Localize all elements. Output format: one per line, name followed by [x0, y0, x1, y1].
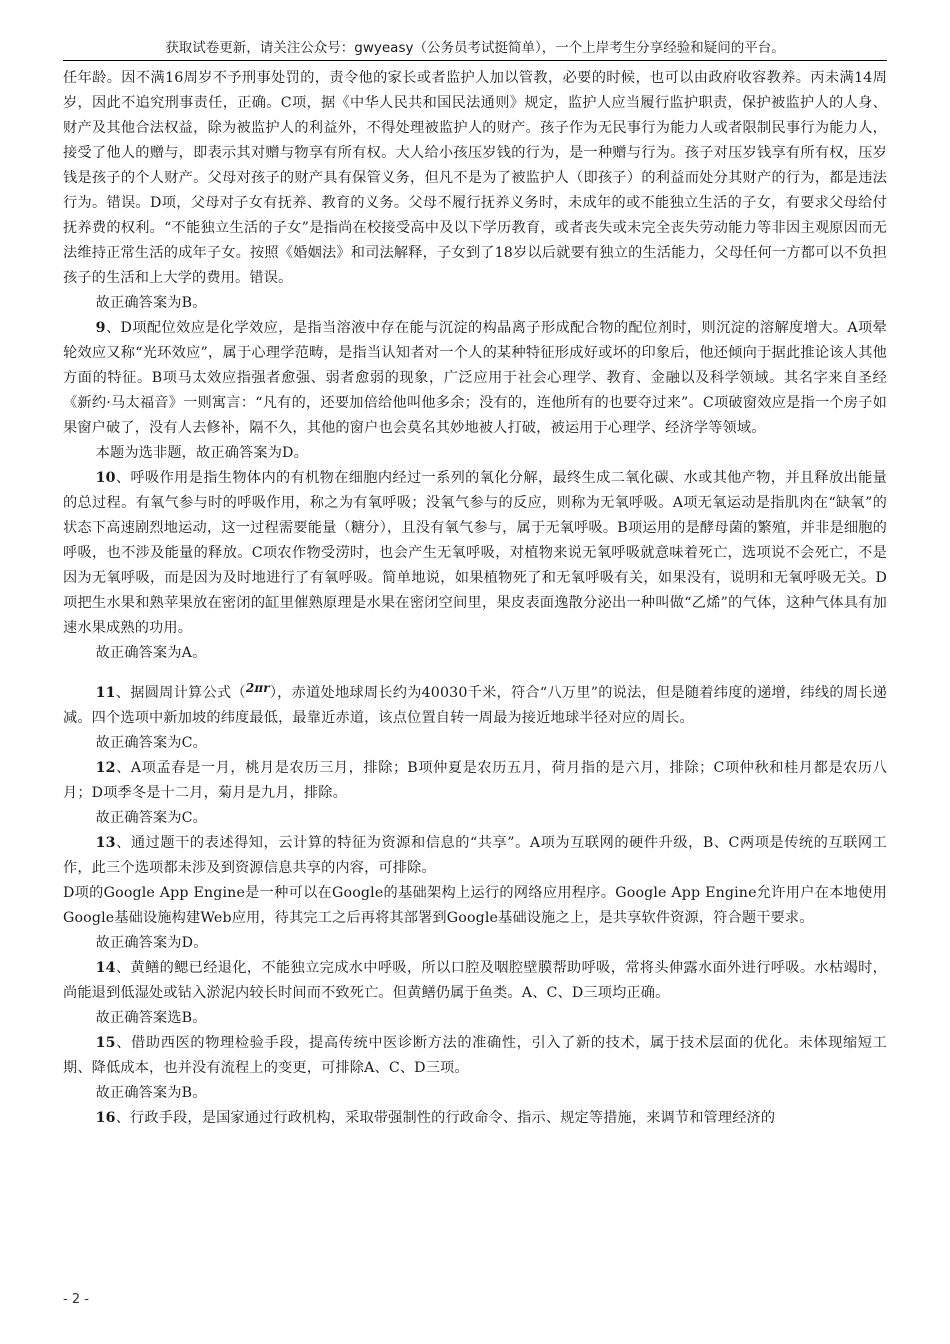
explanation-text: 、呼吸作用是指生物体内的有机物在细胞内经过一系列的氧化分解，最终生成二氧化碳、水或其他产物，并且释放出能量的总过程。有氧气参与时的呼吸作用，称之为有氧呼吸；没氧气参与的反应，则称为无氧呼吸。A项无氧运动是指肌肉在“缺氧”的状态下高速剧烈地运动，这一过程需要能量（糖分），且没有氧气参与，属于无氧呼吸。B项运用的是酵母菌的繁殖，并非是细胞的呼吸，也不涉及能量的释放。C项农作物受涝时，也会产生无氧呼吸，对植物来说无氧呼吸就意味着死亡，选项说不会死亡，不是因为无氧呼吸，而是因为及时地进行了有氧呼吸。简单地说，如果植物死了和无氧呼吸有关，如果没有，说明和无氧呼吸无关。D项把生水果和熟苹果放在密闭的缸里催熟原理是水果在密闭空间里，果皮表面逸散分泌出一种叫做“乙烯”的气体，这种气体具有加速水果成熟的功用。 [63, 470, 887, 636]
paragraph-q8-continued: 任年龄。因不满16周岁不予刑事处罚的，责令他的家长或者监护人加以管教，必要的时候，也可以由政府收容教养。丙未满14周岁，因此不追究刑事责任，正确。C项，据《中华人民共和国民法通则》规定，监护人应当履行监护职责，保护被监护人的人身、财产及其他合法权益，除为被监护人的利益外，不得处理被监护人的财产。孩子作为无民事行为能力人或者限制民事行为能力人，接受了他人的赠与，即表示其对赠与物享有所有权。大人给小孩压岁钱的行为，是一种赠与行为。孩子对压岁钱享有所有权，压岁钱是孩子的个人财产。父母对孩子的财产具有保管义务，但凡不是为了被监护人（即孩子）的利益而处分其财产的行为，都是违法行为。错误。D项，父母对子女有抚养、教育的义务。父母不履行抚养义务时，未成年的或不能独立生活的子女，有要求父母给付抚养费的权利。“不能独立生活的子女”是指尚在校接受高中及以下学历教育，或者丧失或未完全丧失劳动能力等非因主观原因而无法维持正常生活的成年子女。按照《婚姻法》和司法解释，子女到了18岁以后就要有独立的生活能力，父母任何一方都可以不负担孩子的生活和上大学的费用。错误。 [63, 70, 887, 286]
explanation-text: 、A项孟春是一月，桃月是农历三月，排除；B项仲夏是农历五月，荷月指的是六月，排除；C项仲秋和桂月都是农历八月；D项季冬是十二月，菊月是九月，排除。 [63, 760, 887, 801]
answer-q12: 故正确答案为C。 [95, 810, 208, 826]
explanation-text: 、通过题干的表述得知，云计算的特征为资源和信息的“共享”。A项为互联网的硬件升级，B、C两项是传统的互联网工作，此三个选项都未涉及到资源信息共享的内容，可排除。 [63, 835, 887, 876]
answer-q8: 故正确答案为B。 [95, 295, 207, 311]
answer-q9: 本题为选非题，故正确答案为D。 [95, 445, 308, 461]
page-header: 获取试卷更新，请关注公众号：gwyeasy（公务员考试挺简单），一个上岸考生分享经验和疑问的平台。 [165, 40, 785, 56]
page-number: - 2 - [63, 1292, 89, 1307]
explanation-text: 、D项配位效应是化学效应，是指当溶液中存在能与沉淀的构晶离子形成配合物的配位剂时，则沉淀的溶解度增大。A项晕轮效应又称“光环效应”，属于心理学范畴，是指当认知者对一个人的某种特征形成好或坏的印象后，他还倾向于据此推论该人其他方面的特征。B项马太效应指强者愈强、弱者愈弱的现象，广泛应用于社会心理学、教育、金融以及科学领域。其名字来自圣经《新约·马太福音》一则寓言：“凡有的，还要加倍给他叫他多余；没有的，连他所有的也要夺过来”。C项破窗效应是指一个房子如果窗户破了，没有人去修补，隔不久，其他的窗户也会莫名其妙地被人打破，被运用于心理学、经济学等领域。 [63, 320, 887, 436]
explanation-text: 、行政手段，是国家通过行政机构，采取带强制性的行政命令、指示、规定等措施，来调节和管理经济的 [115, 1110, 776, 1126]
answer-q15: 故正确答案为B。 [95, 1085, 207, 1101]
question-number: 11 [95, 685, 116, 701]
explanation-text: 、据圆周计算公式（ [115, 685, 246, 701]
answer-q14: 故正确答案选B。 [95, 1010, 207, 1026]
explanation-text: 、黄鳝的鳃已经退化，不能独立完成水中呼吸，所以口腔及咽腔壁膜帮助呼吸，常将头伸露水面外进行呼吸。水枯竭时，尚能退到低湿处或钻入淤泥内较长时间而不致死亡。但黄鳝仍属于鱼类。A、C、D三项均正确。 [63, 960, 887, 1001]
paragraph-q9 [63, 316, 887, 441]
paragraph-q12 [63, 756, 887, 806]
paragraph-q13-continued: D项的Google App Engine是一种可以在Google的基础架构上运行的网络应用程序。Google App Engine允许用户在本地使用Google基础设施构建Web应用，待其完工之后再将其部署到Google基础设施之上，是共享软件资源，符合题干要求。 [63, 885, 887, 926]
explanation-text: ），赤道处地球周长约为40030千米，符合“八万里”的说法，但是随着纬度的递增，纬线的周长递减。四个选项中新加坡的纬度最低，最靠近赤道，该点位置自转一周最为接近地球半径对应的周长。 [63, 685, 887, 726]
paragraph-q15 [63, 1031, 887, 1081]
question-number: 15 [95, 1035, 116, 1051]
paragraph-q13 [63, 831, 887, 881]
question-number: 14 [95, 960, 116, 976]
answer-q10: 故正确答案为A。 [95, 645, 207, 661]
question-number: 13 [95, 835, 116, 851]
paragraph-q11 [63, 676, 887, 731]
paragraph-q14 [63, 956, 887, 1006]
question-number: 12 [95, 760, 116, 776]
question-number: 10 [95, 470, 116, 486]
question-number: 16 [95, 1110, 116, 1126]
explanation-text: 、借助西医的物理检验手段，提高传统中医诊断方法的准确性，引入了新的技术，属于技术层面的优化。未体现缩短工期、降低成本，也并没有流程上的变更，可排除A、C、D三项。 [63, 1035, 887, 1076]
document-body [63, 66, 887, 1131]
answer-q13: 故正确答案为D。 [95, 935, 208, 951]
answer-q11: 故正确答案为C。 [95, 735, 208, 751]
circumference-formula: 2πr [245, 681, 270, 695]
header-divider [63, 60, 887, 61]
paragraph-q16 [63, 1106, 887, 1131]
paragraph-q10 [63, 466, 887, 641]
question-number: 9 [95, 320, 106, 336]
